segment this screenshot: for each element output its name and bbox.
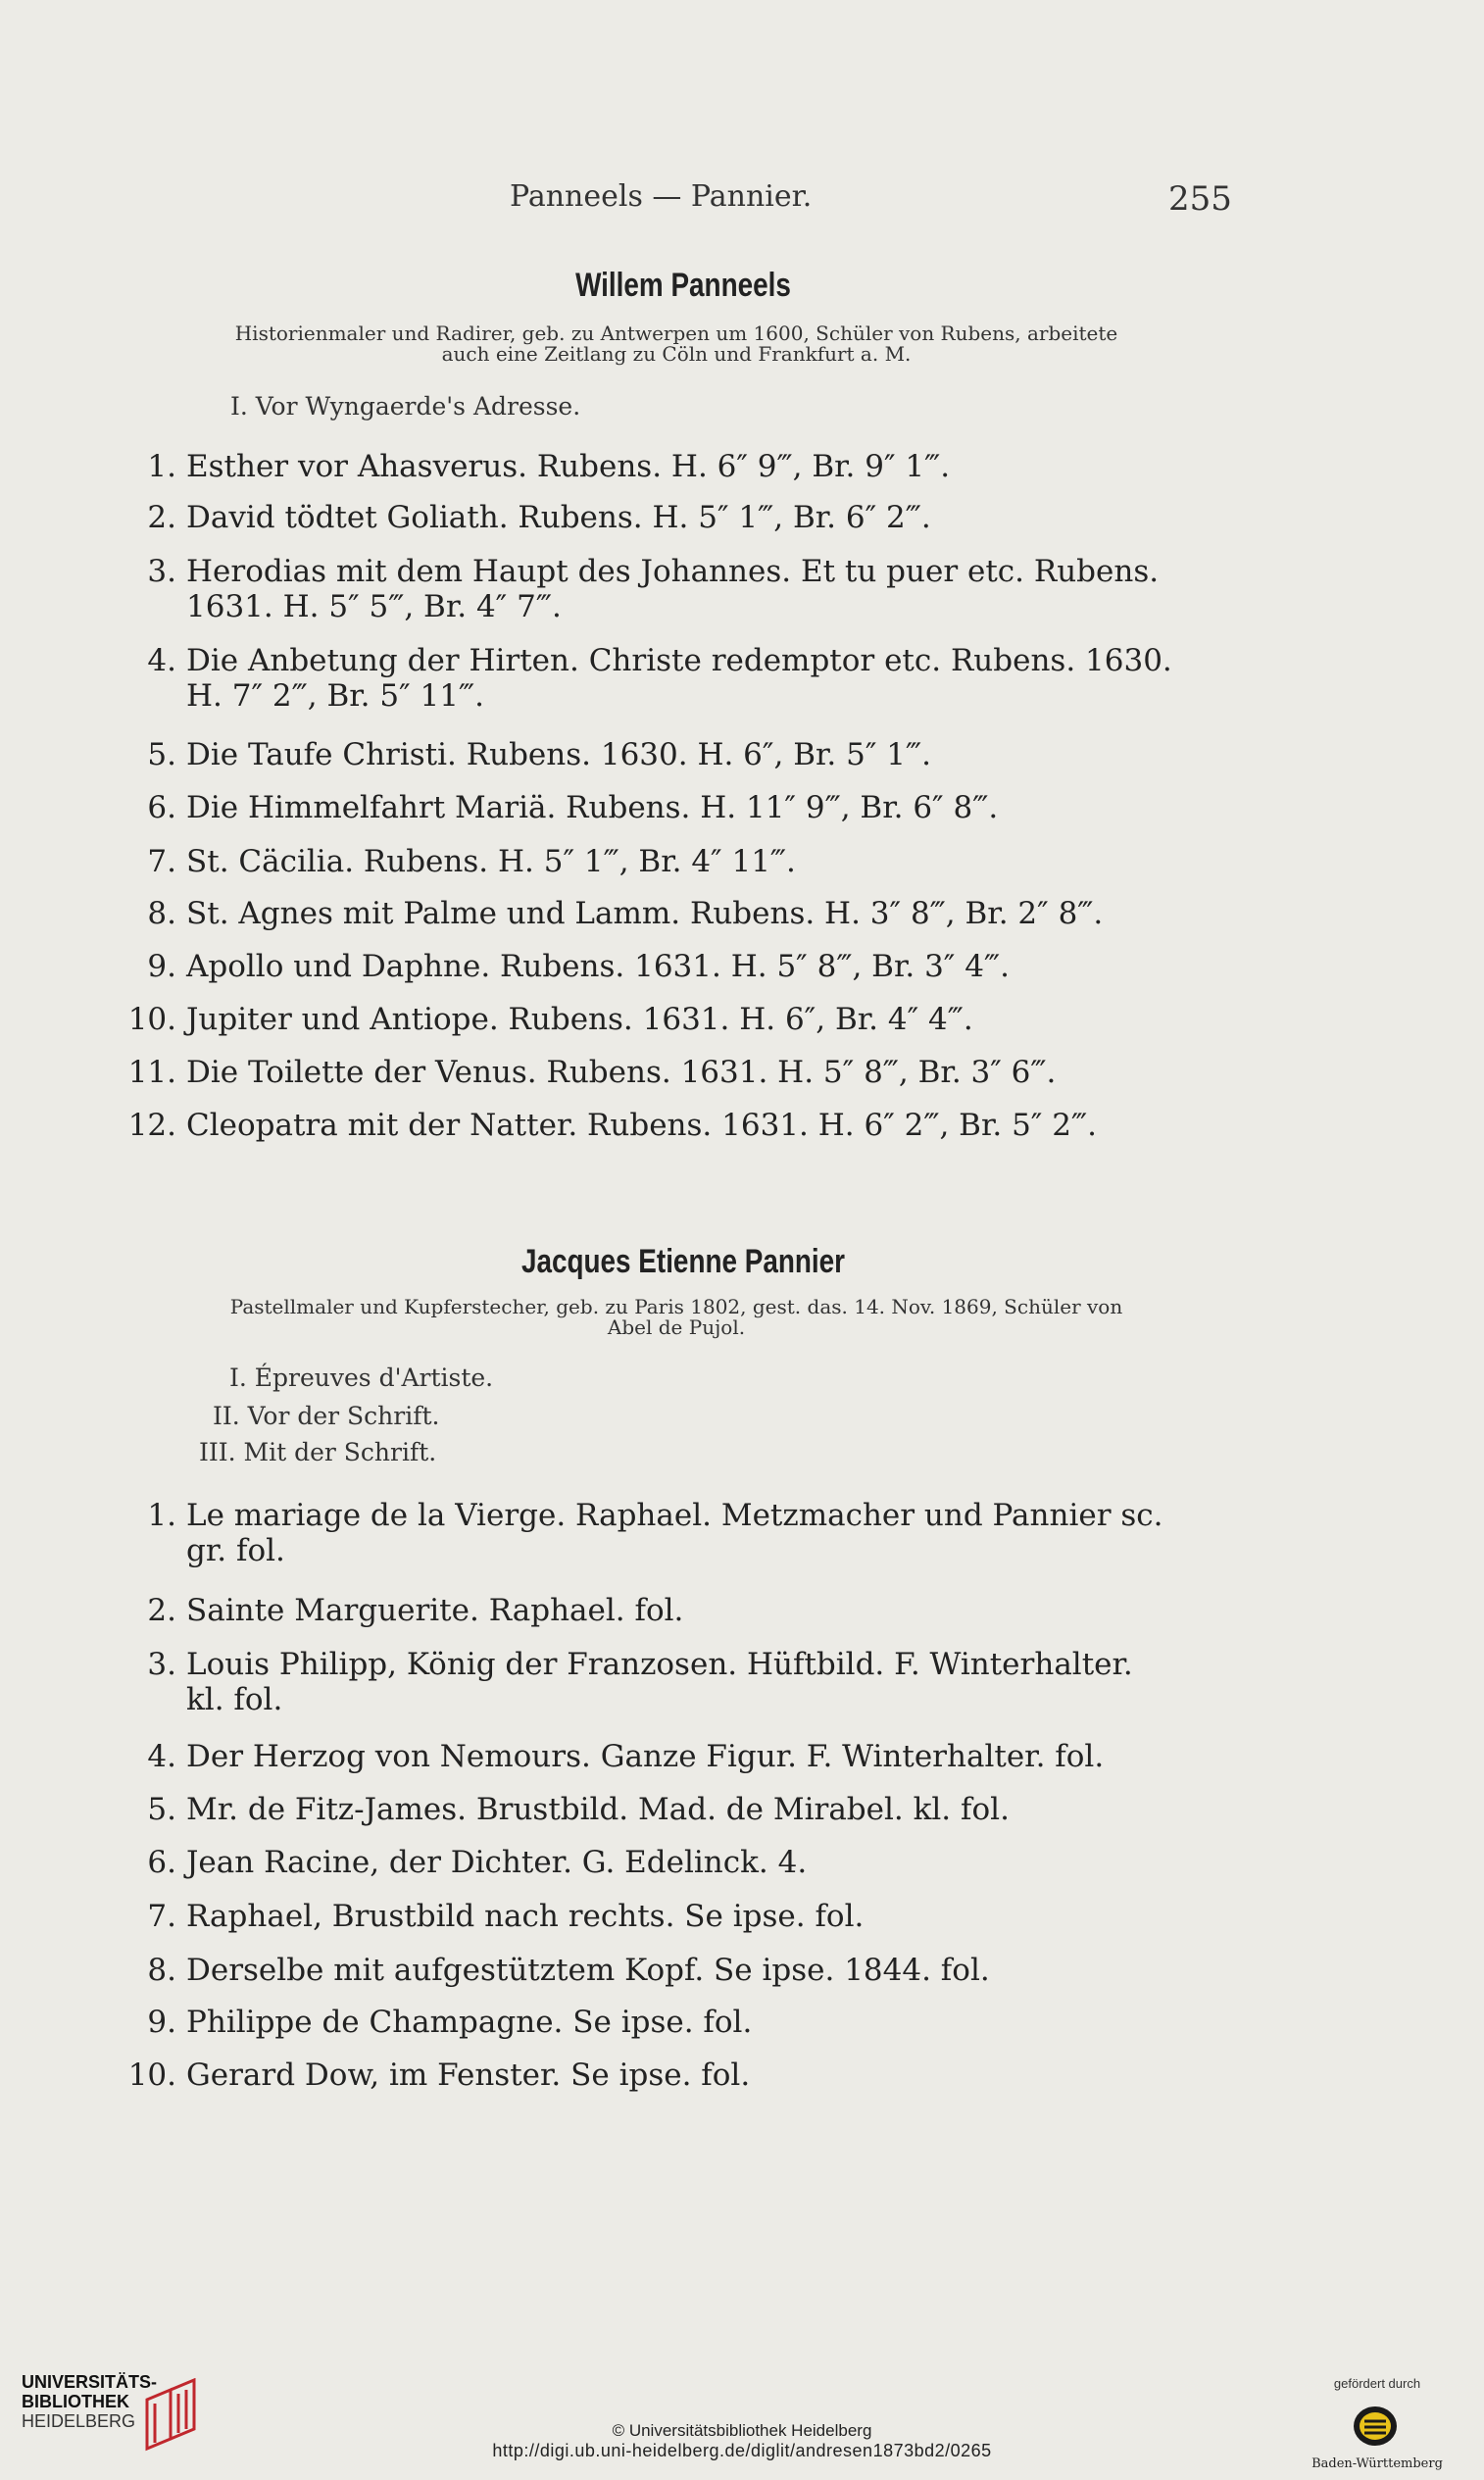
item-text: Gerard Dow, im Fenster. Se ipse. fol. [186, 2058, 751, 2093]
bio-line: Historienmaler und Radirer, geb. zu Antwerpen um 1600, Schüler von Rubens, arbeitete [234, 322, 1118, 345]
item-number: 2. [147, 1593, 176, 1628]
item-text [186, 1647, 1233, 1717]
state-crest-icon[interactable] [1348, 2400, 1403, 2453]
item-text: Der Herzog von Nemours. Ganze Figur. F. Winterhalter. fol. [186, 1739, 1105, 1774]
item-text: Die Toilette der Venus. Rubens. 1631. H. 5″ 8‴, Br. 3″ 6‴. [186, 1055, 1057, 1090]
item-line: H. 7″ 2‴, Br. 5″ 11‴. [186, 678, 484, 714]
library-name-line: HEIDELBERG [22, 2411, 136, 2431]
item-number: 4. [147, 1739, 176, 1774]
library-name-line: BIBLIOTHEK [22, 2392, 129, 2411]
library-name-line: UNIVERSITÄTS- [22, 2372, 158, 2392]
bio-line: Pastellmaler und Kupferstecher, geb. zu Paris 1802, gest. das. 14. Nov. 1869, Schüler von [229, 1295, 1123, 1318]
item-text: Esther vor Ahasverus. Rubens. H. 6″ 9‴, Br. 9″ 1‴. [186, 449, 951, 484]
item-number: 4. [147, 643, 176, 678]
item-line: Le mariage de la Vierge. Raphael. Metzmacher und Pannier sc. [186, 1498, 1163, 1533]
running-title: Panneels — Pannier. [510, 179, 813, 214]
permalink-url[interactable]: http://digi.ub.uni-heidelberg.de/diglit/andresen1873bd2/0265 [492, 2441, 992, 2460]
item-number: 12. [127, 1108, 176, 1143]
item-number: 7. [147, 844, 176, 879]
item-number: 3. [147, 554, 176, 589]
bio-line: Abel de Pujol. [607, 1315, 746, 1339]
item-number: 6. [147, 1845, 176, 1880]
item-text: St. Cäcilia. Rubens. H. 5″ 1‴, Br. 4″ 11‴. [186, 844, 796, 879]
item-text: Cleopatra mit der Natter. Rubens. 1631. H. 6″ 2‴, Br. 5″ 2‴. [186, 1108, 1097, 1143]
section-bio-pannier [147, 1297, 1206, 1338]
item-text: Philippe de Champagne. Se ipse. fol. [186, 2005, 753, 2040]
item-text: Sainte Marguerite. Raphael. fol. [186, 1593, 684, 1628]
item-line: Die Anbetung der Hirten. Christe redemptor etc. Rubens. 1630. [186, 643, 1172, 678]
item-number: 9. [147, 2005, 176, 2040]
item-number: 2. [147, 500, 176, 535]
item-text: Die Taufe Christi. Rubens. 1630. H. 6″, Br. 5″ 1‴. [186, 737, 931, 772]
item-number: 3. [147, 1647, 176, 1682]
section-title-pannier: Jacques Etienne Pannier [520, 1243, 846, 1280]
item-text: David tödtet Goliath. Rubens. H. 5″ 1‴, Br. 6″ 2‴. [186, 500, 931, 535]
copyright-notice: © Universitätsbibliothek Heidelberg [612, 2421, 872, 2440]
sponsor-state-name: Baden-Württemberg [1311, 2456, 1443, 2471]
item-number: 10. [127, 1002, 176, 1037]
footer [0, 2353, 1484, 2480]
item-text [186, 643, 1233, 714]
item-line: Louis Philipp, König der Franzosen. Hüftbild. F. Winterhalter. [186, 1647, 1133, 1682]
section-bio-panneels [147, 323, 1206, 365]
item-text [186, 554, 1233, 624]
item-text: Jupiter und Antiope. Rubens. 1631. H. 6″, Br. 4″ 4‴. [186, 1002, 973, 1037]
section-title-panneels: Willem Panneels [575, 267, 791, 304]
item-number: 8. [147, 896, 176, 931]
item-number: 11. [127, 1055, 176, 1090]
item-number: 8. [147, 1953, 176, 1988]
item-number: 5. [147, 1792, 176, 1827]
stage-label: I. Épreuves d'Artiste. [229, 1364, 494, 1392]
stage-label: I. Vor Wyngaerde's Adresse. [230, 392, 581, 421]
item-text: St. Agnes mit Palme und Lamm. Rubens. H. 3″ 8‴, Br. 2″ 8‴. [186, 896, 1104, 931]
item-text: Raphael, Brustbild nach rechts. Se ipse. fol. [186, 1899, 865, 1934]
item-number: 7. [147, 1899, 176, 1934]
item-number: 10. [127, 2058, 176, 2093]
item-text: Die Himmelfahrt Mariä. Rubens. H. 11″ 9‴, Br. 6″ 8‴. [186, 790, 999, 825]
bio-line: auch eine Zeitlang zu Cöln und Frankfurt a. M. [441, 342, 912, 366]
item-line: gr. fol. [186, 1533, 285, 1568]
item-number: 1. [147, 449, 176, 484]
stage-label: III. Mit der Schrift. [199, 1438, 437, 1466]
page-number: 255 [1168, 179, 1232, 219]
item-text: Jean Racine, der Dichter. G. Edelinck. 4. [186, 1845, 808, 1880]
sponsor-label: gefördert durch [1333, 2376, 1421, 2391]
item-text [186, 1498, 1233, 1568]
item-text: Apollo und Daphne. Rubens. 1631. H. 5″ 8‴, Br. 3″ 4‴. [186, 949, 1010, 984]
item-line: kl. fol. [186, 1682, 283, 1717]
item-text: Derselbe mit aufgestütztem Kopf. Se ipse. 1844. fol. [186, 1953, 990, 1988]
item-text: Mr. de Fitz-James. Brustbild. Mad. de Mirabel. kl. fol. [186, 1792, 1010, 1827]
page-header [0, 179, 1484, 226]
item-number: 9. [147, 949, 176, 984]
stage-label: II. Vor der Schrift. [213, 1402, 440, 1430]
item-number: 1. [147, 1498, 176, 1533]
item-line: 1631. H. 5″ 5‴, Br. 4″ 7‴. [186, 589, 562, 624]
item-number: 6. [147, 790, 176, 825]
item-line: Herodias mit dem Haupt des Johannes. Et tu puer etc. Rubens. [186, 554, 1160, 589]
item-number: 5. [147, 737, 176, 772]
